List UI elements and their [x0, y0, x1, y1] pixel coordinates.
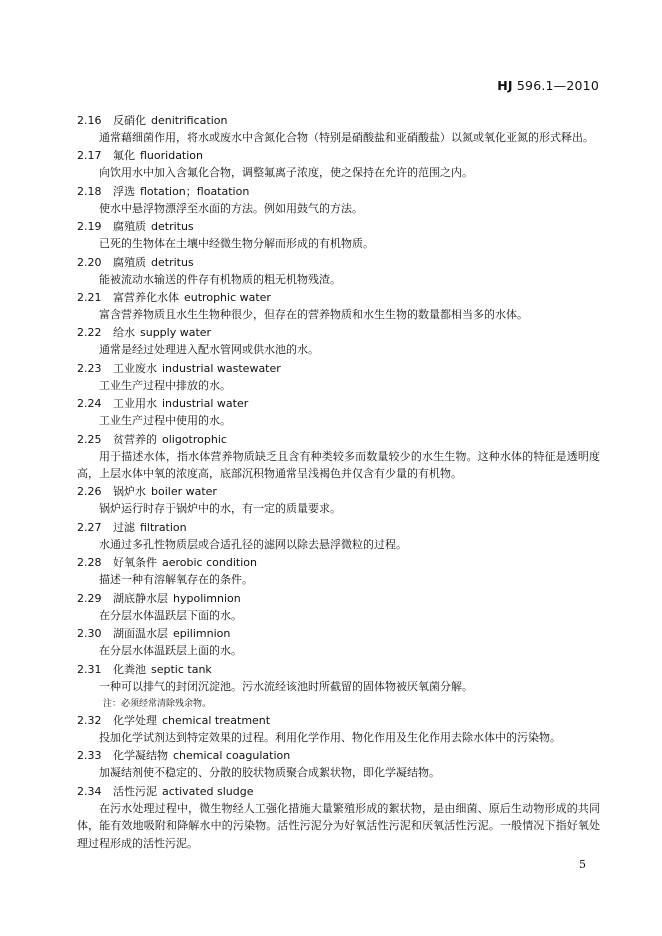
term-entry: [77, 360, 600, 394]
term-entry: [77, 783, 600, 852]
term-heading: [77, 519, 600, 536]
term-number: 2.23: [77, 361, 102, 375]
page-number: 5: [579, 858, 586, 871]
term-english: flotation；floatation: [140, 184, 250, 198]
term-heading: [77, 395, 600, 412]
term-definition: 用于描述水体，指水体营养物质缺乏且含有种类较多而数量较少的水生生物。这种水体的特征是透明度高，上层水体中氧的浓度高，底部沉积物通常呈浅褐色并仅含有少量的有机物。: [77, 449, 600, 481]
term-number: 2.21: [77, 291, 102, 305]
term-chinese: 工业废水: [113, 361, 157, 375]
term-chinese: 氟化: [113, 149, 135, 163]
term-english: industrial water: [162, 397, 249, 411]
term-entry: [77, 183, 600, 217]
document-header: [497, 78, 599, 93]
term-heading: [77, 431, 600, 448]
term-number: 2.31: [77, 662, 102, 676]
term-number: 2.28: [77, 556, 102, 570]
term-definition: 向饮用水中加入含氟化合物，调整氟离子浓度，使之保持在允许的范围之内。: [99, 166, 473, 180]
term-english: activated sludge: [162, 784, 254, 798]
term-number: 2.17: [77, 149, 102, 163]
term-chinese: 好氧条件: [113, 556, 157, 570]
term-heading: [77, 483, 600, 500]
term-definition: 已死的生物体在土壤中经微生物分解而形成的有机物质。: [99, 237, 374, 251]
term-number: 2.30: [77, 627, 102, 641]
term-heading: [77, 289, 600, 306]
term-chinese: 湖面温水层: [113, 627, 168, 641]
standard-code: HJ: [497, 78, 513, 93]
term-english: filtration: [140, 520, 187, 534]
term-english: detritus: [151, 255, 194, 269]
term-definition: 工业生产过程中排放的水。: [99, 378, 231, 392]
term-heading: [77, 712, 600, 729]
term-english: supply water: [140, 326, 212, 340]
term-definition: 水通过多孔性物质层或合适孔径的滤网以除去悬浮微粒的过程。: [99, 537, 407, 551]
term-definition: 加凝结剂使不稳定的、分散的胶状物质聚合成絮状物，即化学凝结物。: [99, 766, 440, 780]
term-chinese: 湖底静水层: [113, 591, 168, 605]
term-english: septic tank: [151, 662, 212, 676]
term-definition: 锅炉运行时存于锅炉中的水，有一定的质量要求。: [99, 502, 341, 516]
term-chinese: 活性污泥: [113, 784, 157, 798]
term-number: 2.18: [77, 184, 102, 198]
term-entry: [77, 147, 600, 181]
term-number: 2.24: [77, 397, 102, 411]
term-chinese: 化粪池: [113, 662, 146, 676]
term-heading: [77, 218, 600, 235]
term-number: 2.25: [77, 432, 102, 446]
term-heading: [77, 147, 600, 164]
standard-number: 596.1—2010: [516, 78, 599, 93]
term-chinese: 贫营养的: [113, 432, 157, 446]
term-heading: [77, 783, 600, 800]
term-number: 2.32: [77, 713, 102, 727]
term-chinese: 腐殖质: [113, 220, 146, 234]
term-english: denitrification: [151, 114, 228, 127]
term-chinese: 化学处理: [113, 713, 157, 727]
term-definition: 工业生产过程中使用的水。: [99, 414, 231, 428]
term-chinese: 富营养化水体: [113, 291, 179, 305]
term-entry: [77, 431, 600, 483]
term-english: aerobic condition: [162, 556, 257, 570]
term-heading: [77, 183, 600, 200]
term-definition: 通常是经过处理进入配水管网或供水池的水。: [99, 343, 319, 357]
term-number: 2.16: [77, 114, 102, 127]
term-number: 2.29: [77, 591, 102, 605]
term-entry: [77, 254, 600, 288]
term-definition: 使水中悬浮物漂浮至水面的方法。例如用鼓气的方法。: [99, 201, 363, 215]
term-definition: 投加化学试剂达到特定效果的过程。利用化学作用、物化作用及生化作用去除水体中的污染物。: [99, 730, 561, 744]
term-definition: 通常藉细菌作用，将水或废水中含氮化合物（特别是硝酸盐和亚硝酸盐）以氮或氧化亚氮的形式释出。: [99, 131, 594, 144]
term-heading: [77, 661, 600, 678]
term-definition: 在分层水体温跃层上面的水。: [99, 644, 242, 658]
term-heading: [77, 625, 600, 642]
term-heading: [77, 590, 600, 607]
term-chinese: 给水: [113, 326, 135, 340]
term-entry: [77, 590, 600, 624]
term-entry: [77, 289, 600, 323]
term-heading: [77, 112, 600, 129]
term-entry: [77, 483, 600, 517]
term-chinese: 过滤: [113, 520, 135, 534]
term-definition: 描述一种有溶解氧存在的条件。: [99, 573, 253, 587]
term-entry: [77, 395, 600, 429]
term-english: epilimnion: [173, 627, 231, 641]
term-chinese: 浮选: [113, 184, 135, 198]
term-english: industrial wastewater: [162, 361, 281, 375]
term-english: fluoridation: [140, 149, 204, 163]
term-list: [77, 112, 600, 853]
term-english: eutrophic water: [184, 291, 271, 305]
term-number: 2.27: [77, 520, 102, 534]
term-entry: [77, 112, 600, 146]
term-english: chemical treatment: [162, 713, 271, 727]
term-number: 2.26: [77, 485, 102, 499]
term-entry: [77, 661, 600, 712]
term-chinese: 化学凝结物: [113, 749, 168, 763]
term-definition: 在分层水体温跃层下面的水。: [99, 608, 242, 622]
term-chinese: 锅炉水: [113, 485, 146, 499]
term-chinese: 工业用水: [113, 397, 157, 411]
term-note: 注：必须经常清除残余物。: [103, 698, 212, 709]
term-heading: [77, 324, 600, 341]
term-entry: [77, 218, 600, 252]
term-definition: 在污水处理过程中，微生物经人工强化措施大量繁殖形成的絮状物，是由细菌、原后生动物形成的共同体，能有效地吸附和降解水中的污染物。活性污泥分为好氧活性污泥和厌氧活性污泥。一般情况下指好氧处理过程形成的活性污泥。: [77, 801, 600, 850]
term-number: 2.34: [77, 784, 102, 798]
term-definition: 一种可以排气的封闭沉淀池。污水流经该池时所截留的固体物被厌氧菌分解。: [99, 679, 473, 693]
term-heading: [77, 254, 600, 271]
term-english: boiler water: [151, 485, 217, 499]
term-entry: [77, 712, 600, 746]
term-number: 2.22: [77, 326, 102, 340]
term-english: oligotrophic: [162, 432, 227, 446]
term-entry: [77, 625, 600, 659]
term-heading: [77, 747, 600, 764]
term-heading: [77, 554, 600, 571]
term-number: 2.33: [77, 749, 102, 763]
term-number: 2.19: [77, 220, 102, 234]
term-english: chemical coagulation: [173, 749, 291, 763]
term-chinese: 腐殖质: [113, 255, 146, 269]
term-definition: 富含营养物质且水生生物种很少，但存在的营养物质和水生生物的数量都相当多的水体。: [99, 308, 528, 322]
term-entry: [77, 747, 600, 781]
term-heading: [77, 360, 600, 377]
term-entry: [77, 324, 600, 358]
term-entry: [77, 519, 600, 553]
term-number: 2.20: [77, 255, 102, 269]
term-english: hypolimnion: [173, 591, 241, 605]
term-english: detritus: [151, 220, 194, 234]
term-chinese: 反硝化: [113, 114, 146, 127]
term-entry: [77, 554, 600, 588]
term-definition: 能被流动水输送的件存有机物质的粗无机物残渣。: [99, 272, 341, 286]
